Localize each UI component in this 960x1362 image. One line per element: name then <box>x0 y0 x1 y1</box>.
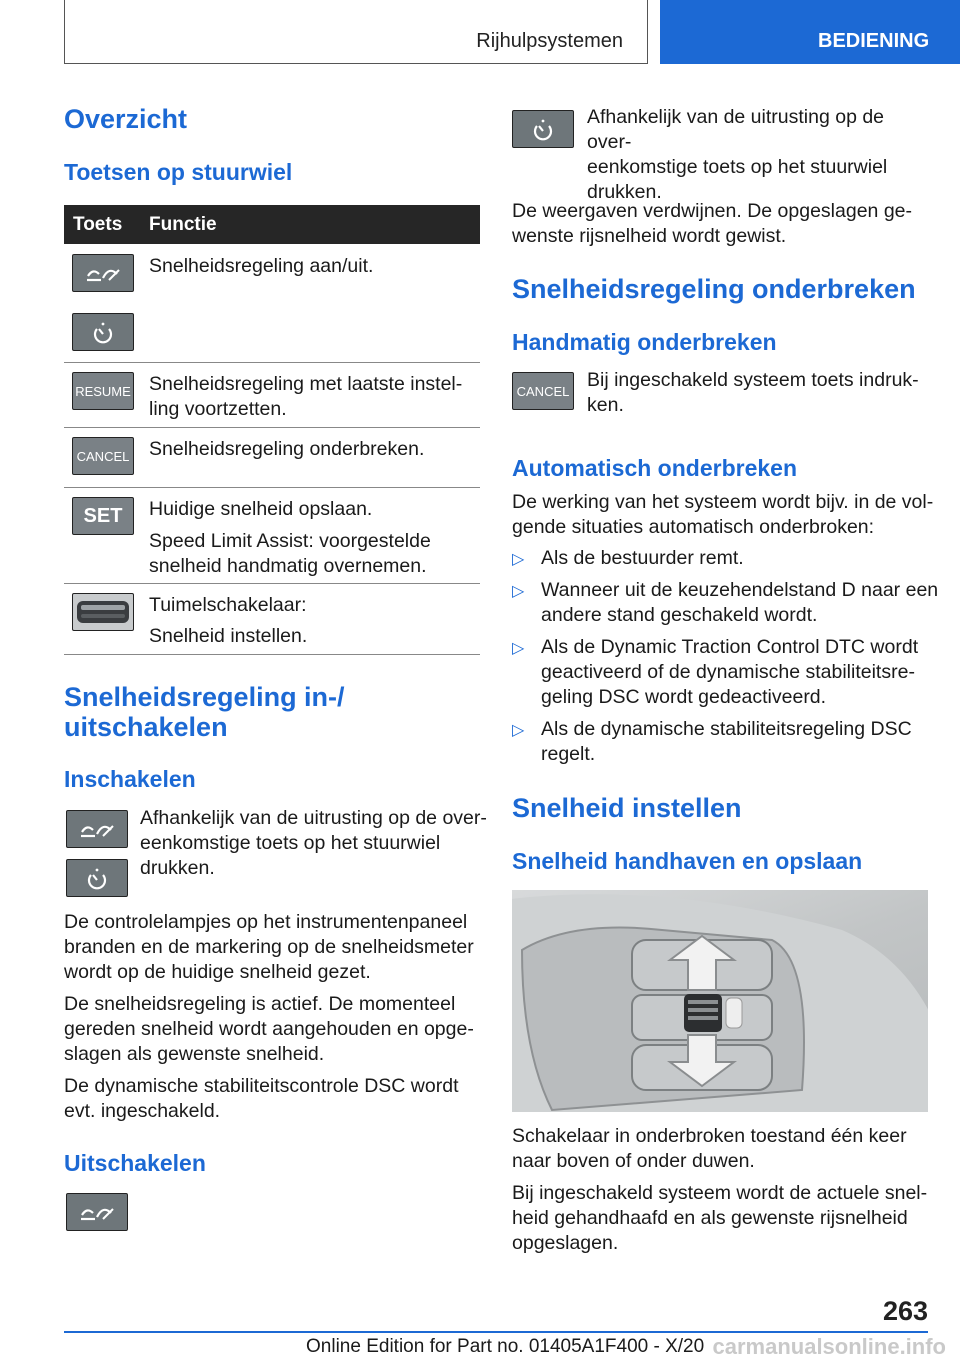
speed-limiter-icon <box>531 117 555 141</box>
set-key <box>72 497 134 535</box>
rocker-switch-key <box>72 593 134 631</box>
heading-switch-on: Inschakelen <box>64 766 196 792</box>
header-section-title: Rijhulpsystemen <box>476 30 623 52</box>
heading-switch-off: Uitschakelen <box>64 1150 206 1176</box>
list-item: Als de bestuurder remt. <box>541 547 744 569</box>
cruise-control-key <box>66 1193 128 1231</box>
cruise-control-key <box>66 810 128 848</box>
table-row-divider <box>64 583 480 584</box>
cruise-control-key <box>72 254 134 292</box>
table-row-4-function: Huidige snelheid opslaan. <box>149 498 373 520</box>
table-header <box>64 205 480 244</box>
resume-key <box>72 372 134 410</box>
cancel-key <box>72 437 134 475</box>
header-section-box <box>64 0 648 64</box>
table-header-function: Functie <box>149 214 217 235</box>
speed-limiter-key <box>72 313 134 351</box>
set-key-label: SET <box>83 504 123 527</box>
rocker-switch-icon <box>75 597 131 627</box>
table-row-divider <box>64 654 480 655</box>
heading-keep-store-speed: Snelheid handhaven en opslaan <box>512 848 863 874</box>
heading-cruise-on-off: Snelheidsregeling in-/ uitschakelen <box>64 682 345 742</box>
paragraph-switch-on-button: Afhankelijk van de uitrusting op de over- eenkomstige toets op het stuurwiel drukken. <box>140 807 487 879</box>
heading-auto-interrupt: Automatisch onderbreken <box>512 455 797 481</box>
table-row-divider <box>64 362 480 363</box>
paragraph-auto-interrupt: De werking van het systeem wordt bijv. in de vol- gende situaties automatisch onderbroken: <box>512 491 934 538</box>
cruise-control-icon <box>79 1201 115 1223</box>
steering-wheel-switch-image <box>512 890 928 1112</box>
list-item: Als de dynamische stabiliteitsregeling DSC regelt. <box>541 718 912 765</box>
paragraph-switch-off-button-text: Afhankelijk van de uitrusting op de over- eenkomstige toets op het stuurwiel drukken. <box>587 106 888 203</box>
table-row-3-function: Snelheidsregeling onderbreken. <box>149 438 425 460</box>
table-row-5-function: Tuimelschakelaar: <box>149 594 307 616</box>
speed-limiter-key <box>66 859 128 897</box>
footer-rule <box>64 1331 928 1333</box>
heading-steering-buttons: Toetsen op stuurwiel <box>64 159 293 185</box>
footer-edition: Online Edition for Part no. 01405A1F400 - X/20 <box>306 1336 705 1357</box>
bullet-triangle-icon: ▷ <box>512 551 525 568</box>
paragraph-switch-off-button <box>587 105 932 205</box>
resume-key-label: RESUME <box>75 383 131 399</box>
table-row-2-function: Snelheidsregeling met laatste instel- ling voortzetten. <box>149 373 463 420</box>
heading-overview: Overzicht <box>64 104 188 134</box>
paragraph-switch-on-3: De dynamische stabiliteitscontrole DSC wordt evt. ingeschakeld. <box>64 1075 459 1122</box>
heading-set-speed: Snelheid instellen <box>512 793 742 823</box>
watermark: carmanualsonline.info <box>712 1334 946 1359</box>
paragraph-keep-speed: Bij ingeschakeld systeem wordt de actuele snel- heid gehandhaafd en als gewenste rijsnelheid opgeslagen. <box>512 1182 928 1254</box>
cancel-key <box>512 372 574 410</box>
paragraph-switch-off-1: De weergaven verdwijnen. De opgeslagen ge- wenste rijsnelheid wordt gewist. <box>512 200 912 247</box>
table-row-4-function-detail: Speed Limit Assist: voorgestelde snelheid handmatig overnemen. <box>149 530 431 577</box>
table-row-1-function: Snelheidsregeling aan/uit. <box>149 255 374 277</box>
paragraph-switch-on-2: De snelheidsregeling is actief. De momenteel gereden snelheid wordt aangehouden en opge- slagen als gewenste snelheid. <box>64 993 474 1065</box>
table-row-divider <box>64 427 480 428</box>
speed-limiter-key <box>512 110 574 148</box>
cruise-control-icon <box>85 262 121 284</box>
table-header-key: Toets <box>73 214 123 235</box>
heading-manual-interrupt: Handmatig onderbreken <box>512 329 777 355</box>
cancel-key-label: CANCEL <box>516 383 570 399</box>
cancel-key-label: CANCEL <box>76 448 130 464</box>
speed-limiter-icon <box>91 320 115 344</box>
page-number: 263 <box>882 1296 928 1326</box>
bullet-triangle-icon: ▷ <box>512 583 525 600</box>
heading-interrupt: Snelheidsregeling onderbreken <box>512 274 916 304</box>
cruise-control-icon <box>79 818 115 840</box>
steering-wheel-switch-illustration <box>512 890 928 1112</box>
list-item: Wanneer uit de keuzehendelstand D naar een andere stand geschakeld wordt. <box>541 579 939 626</box>
bullet-triangle-icon: ▷ <box>512 640 525 657</box>
paragraph-manual-interrupt: Bij ingeschakeld systeem toets indruk- ken. <box>587 369 919 416</box>
paragraph-switch-push: Schakelaar in onderbroken toestand één keer naar boven of onder duwen. <box>512 1125 907 1172</box>
paragraph-switch-on-1: De controlelampjes op het instrumentenpaneel branden en de markering op de snelheidsmeter wordt op de huidige snelheid gezet. <box>64 911 474 983</box>
table-row-divider <box>64 487 480 488</box>
speed-limiter-icon <box>85 866 109 890</box>
header-chapter-tab[interactable]: BEDIENING <box>660 0 960 64</box>
table-row-5-function-detail: Snelheid instellen. <box>149 625 308 647</box>
list-item: Als de Dynamic Traction Control DTC wordt geactiveerd of de dynamische stabiliteitsre- geling DSC wordt gedeactiveerd. <box>541 636 919 708</box>
bullet-triangle-icon: ▷ <box>512 722 525 739</box>
